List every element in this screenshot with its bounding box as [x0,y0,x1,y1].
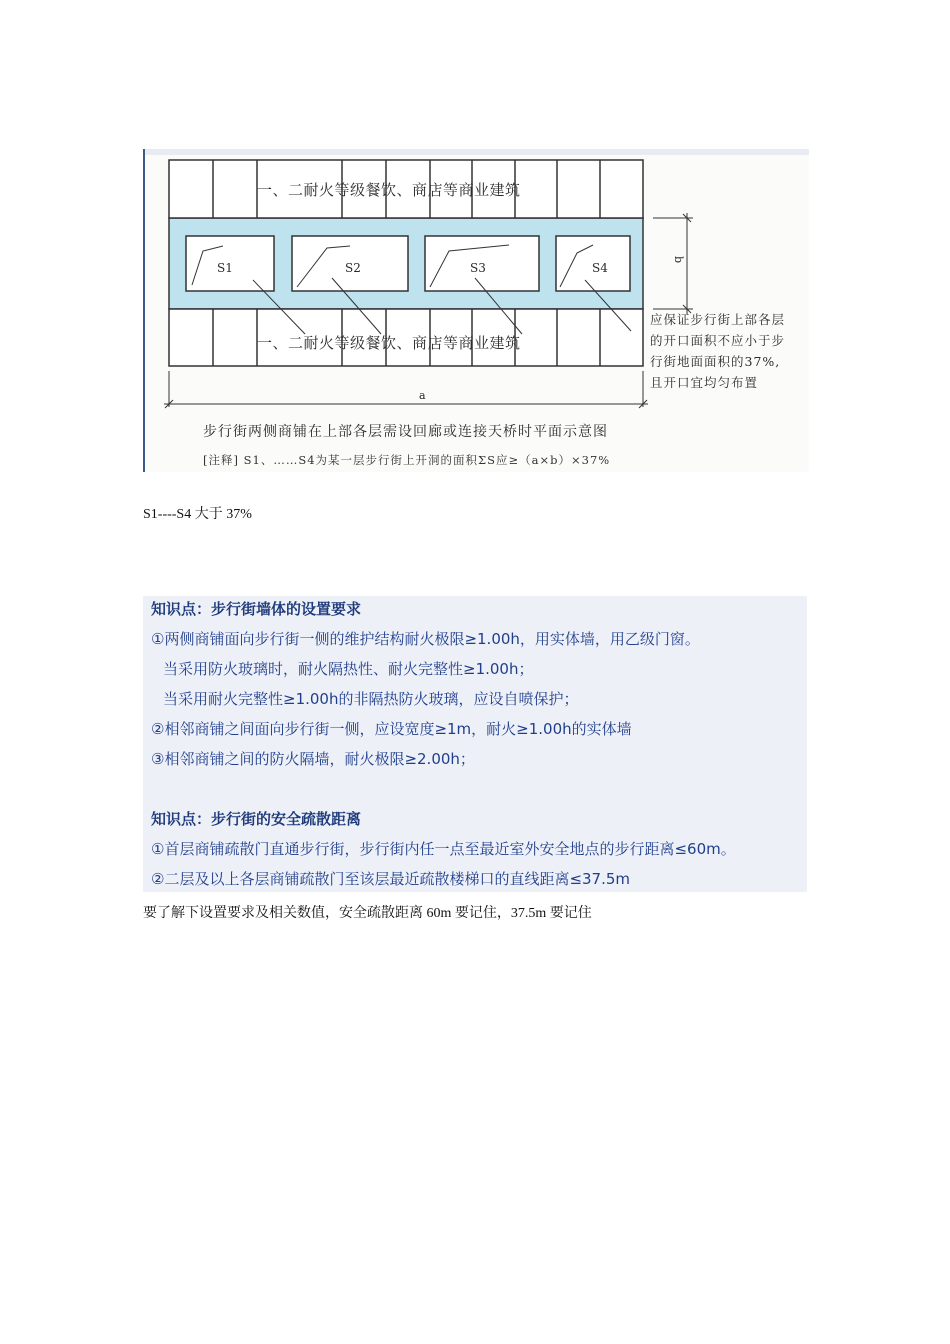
figure-note: [注释] S1、……S4为某一层步行街上开洞的面积ΣS应≥（a×b）×37% [203,453,611,467]
paragraph-remember-values: 要了解下设置要求及相关数值，安全疏散距离 60m 要记住，37.5m 要记住 [143,906,592,921]
dimension-a-label: a [419,389,426,402]
right-note-line: 行街地面面积的37%, [650,354,781,369]
knowledge-item: ①两侧商铺面向步行街一侧的维护结构耐火极限≥1.00h，用实体墙，用乙级门窗。 [151,630,700,648]
dimension-b [653,213,693,314]
opening-label-s3: S3 [470,261,486,275]
knowledge-item: 当采用防火玻璃时，耐火隔热性、耐火完整性≥1.00h； [163,660,534,678]
right-note [650,309,785,393]
top-row-label: 一、二耐火等级餐饮、商店等商业建筑 [257,181,521,199]
knowledge-item: ①首层商铺疏散门直通步行街，步行街内任一点至最近室外安全地点的步行距离≤60m。 [151,840,736,858]
opening-label-s1: S1 [217,261,233,275]
knowledge-box [143,596,807,892]
paragraph-s1-s4: S1----S4 大于 37% [143,507,252,522]
knowledge-item: ②二层及以上各层商铺疏散门至该层最近疏散楼梯口的直线距离≤37.5m [151,870,631,888]
section-title-evacuation-distance: 知识点：步行街的安全疏散距离 [151,810,362,828]
knowledge-item: 当采用耐火完整性≥1.00h的非隔热防火玻璃，应设自喷保护； [163,690,579,708]
street-plan-figure [143,149,809,472]
knowledge-item: ③相邻商铺之间的防火隔墙，耐火极限≥2.00h； [151,750,475,768]
dimension-a [164,371,648,408]
right-note-line: 应保证步行街上部各层 [650,312,786,327]
knowledge-item: ②相邻商铺之间面向步行街一侧，应设宽度≥1m，耐火≥1.00h的实体墙 [151,720,632,738]
opening-label-s2: S2 [345,261,361,275]
figure-caption: 步行街两侧商铺在上部各层需设回廊或连接天桥时平面示意图 [203,424,608,440]
dimension-b-label: b [672,255,686,264]
right-note-line: 的开口面积不应小于步 [650,333,786,348]
bottom-row-label: 一、二耐火等级餐饮、商店等商业建筑 [257,334,521,352]
right-note-line: 且开口宜均匀布置 [650,375,759,390]
section-title-wall-requirements: 知识点：步行街墙体的设置要求 [151,600,362,618]
opening-label-s4: S4 [592,261,608,275]
